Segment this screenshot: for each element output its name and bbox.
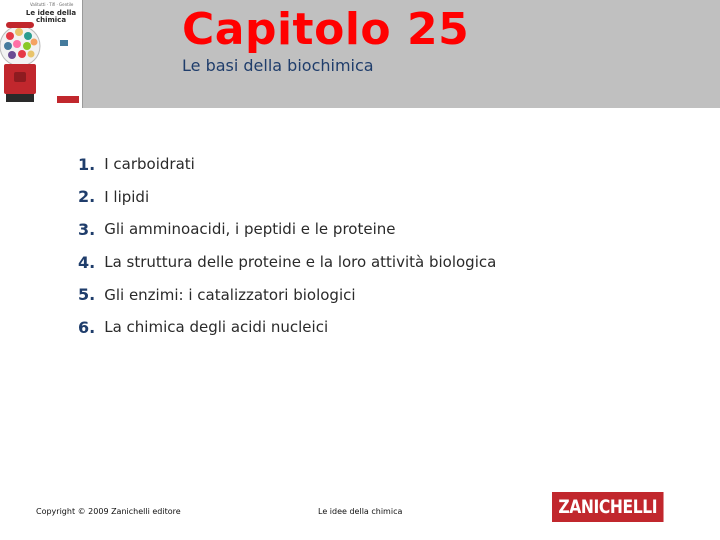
toc-item-label: I carboidrati <box>104 155 195 174</box>
copyright-text: Copyright © 2009 Zanichelli editore <box>36 507 181 516</box>
table-of-contents <box>78 148 496 344</box>
publisher-badge <box>57 96 79 103</box>
zanichelli-logo: ZANICHELLI <box>552 492 664 522</box>
toc-item-label: La struttura delle proteine e la loro attività biologica <box>104 253 497 272</box>
book-cover-thumbnail <box>0 0 83 108</box>
cover-authors: Valitutti · Tifi · Gentile <box>30 2 74 7</box>
toc-item[interactable] <box>78 246 496 279</box>
toc-item-number: 6. <box>78 317 96 337</box>
toc-item[interactable] <box>78 181 496 214</box>
toc-item[interactable] <box>78 213 496 246</box>
chapter-title: Capitolo 25 <box>182 4 470 55</box>
toc-item-number: 5. <box>78 285 96 305</box>
toc-item-label: I lipidi <box>104 187 150 206</box>
toc-item-label: Gli amminoacidi, i peptidi e le proteine <box>104 220 396 239</box>
cover-book-title: Le idee della chimica <box>25 9 77 24</box>
footer-book-title: Le idee della chimica <box>318 507 403 516</box>
toc-item[interactable] <box>78 278 496 311</box>
toc-item-number: 2. <box>78 187 96 207</box>
toc-item[interactable] <box>78 148 496 181</box>
toc-item-label: La chimica degli acidi nucleici <box>104 318 329 337</box>
toc-item-number: 1. <box>78 154 96 174</box>
chapter-subtitle: Le basi della biochimica <box>182 56 374 75</box>
toc-item-number: 4. <box>78 252 96 272</box>
toc-item[interactable] <box>78 311 496 344</box>
toc-item-label: Gli enzimi: i catalizzatori biologici <box>104 285 356 304</box>
toc-item-number: 3. <box>78 219 96 239</box>
